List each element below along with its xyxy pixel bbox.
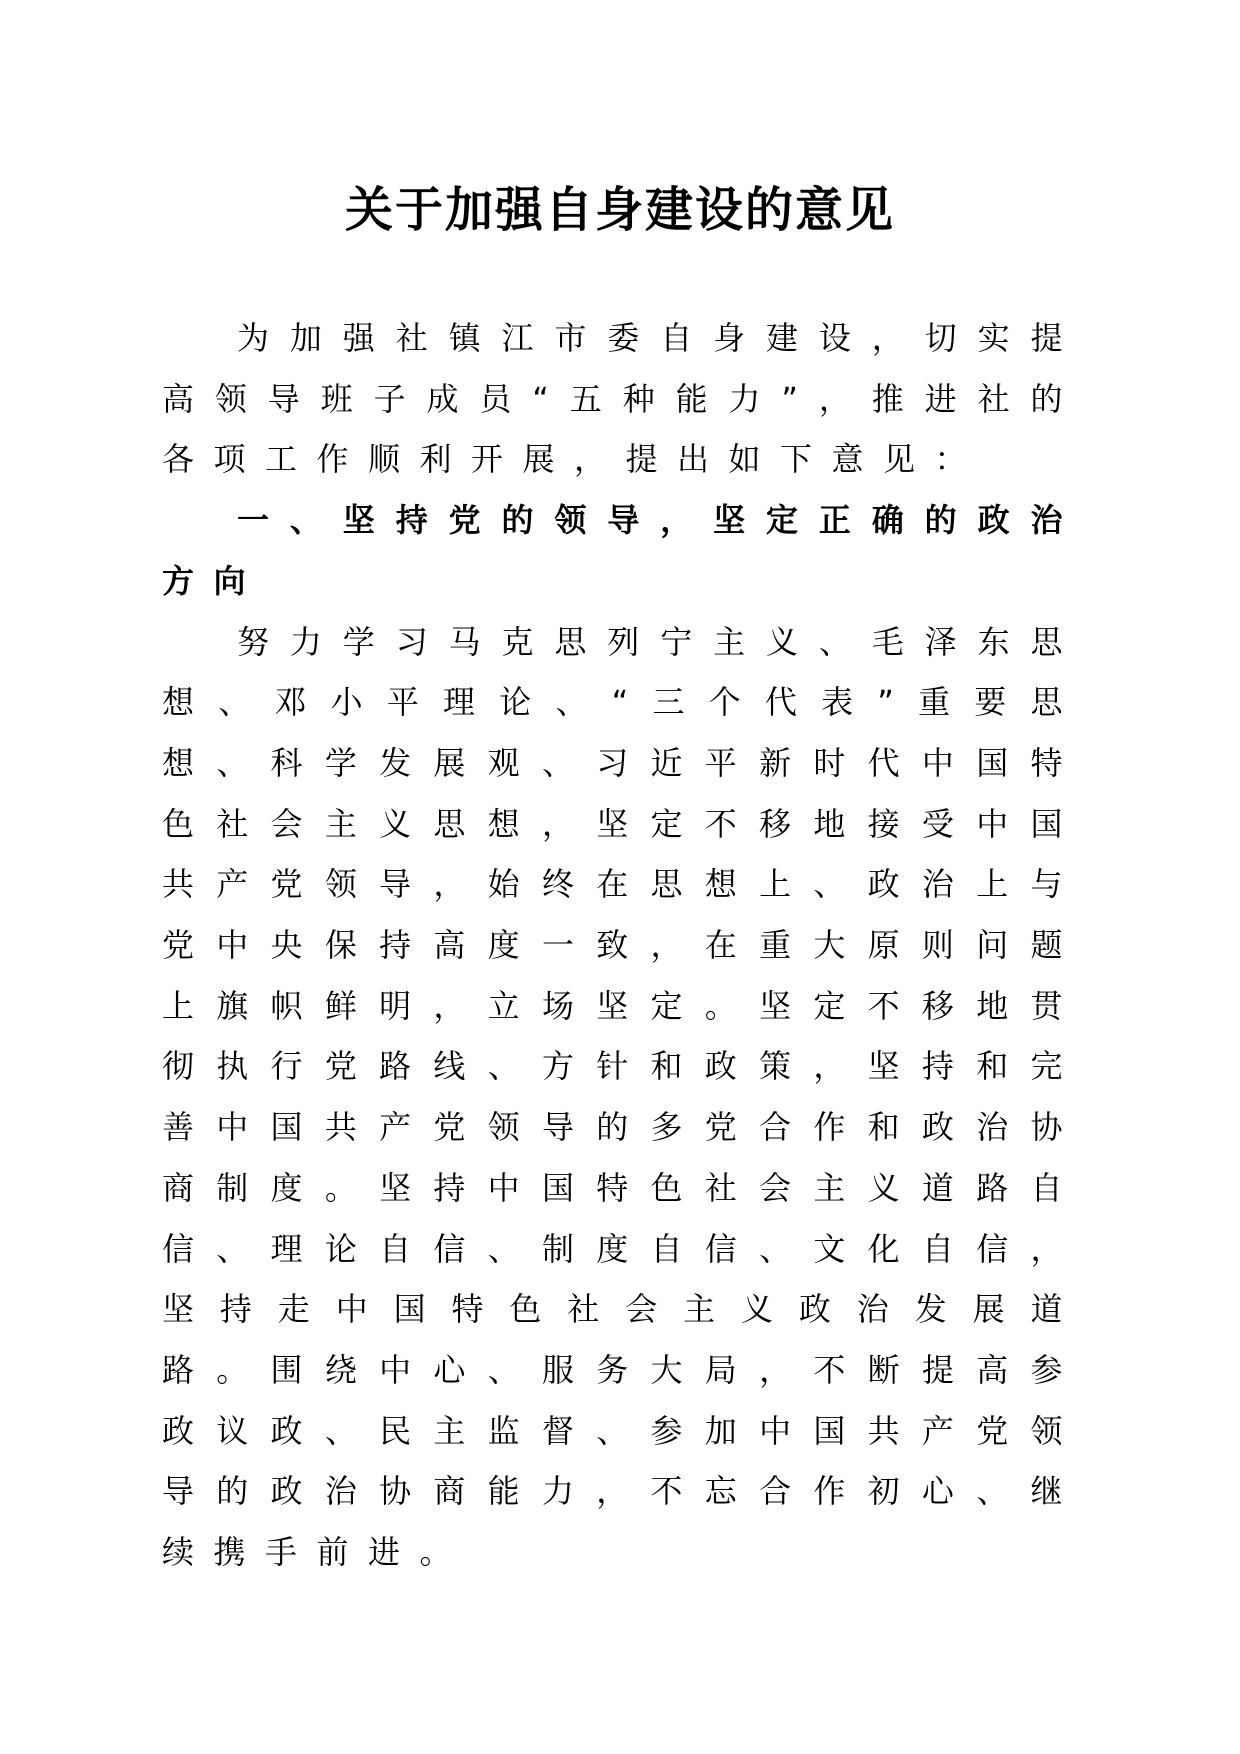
document-body (162, 308, 1082, 1583)
document-title: 关于加强自身建设的意见 (344, 182, 895, 238)
section-paragraph: 努力学习马克思列宁主义、毛泽东思想、邓小平理论、“三个代表”重要思想、科学发展观、习近平新时代中国特色社会主义思想，坚定不移地接受中国共产党领导，始终在思想上、政治上与党中央保持高度一致，在重大原则问题上旗帜鲜明，立场坚定。坚定不移地贯彻执行党路线、方针和政策，坚持和完善中国共产党领导的多党合作和政治协商制度。坚持中国特色社会主义道路自信、理论自信、制度自信、文化自信，坚持走中国特色社会主义政治发展道路。围绕中心、服务大局，不断提高参政议政、民主监督、参加中国共产党领导的政治协商能力，不忘合作初心、继续携手前进。 (162, 622, 1082, 1572)
intro-paragraph: 为加强社镇江市委自身建设，切实提高领导班子成员“五种能力”，推进社的各项工作顺利开展，提出如下意见： (162, 319, 1082, 479)
section-heading: 一、坚持党的领导，坚定正确的政治方向 (162, 501, 1082, 600)
